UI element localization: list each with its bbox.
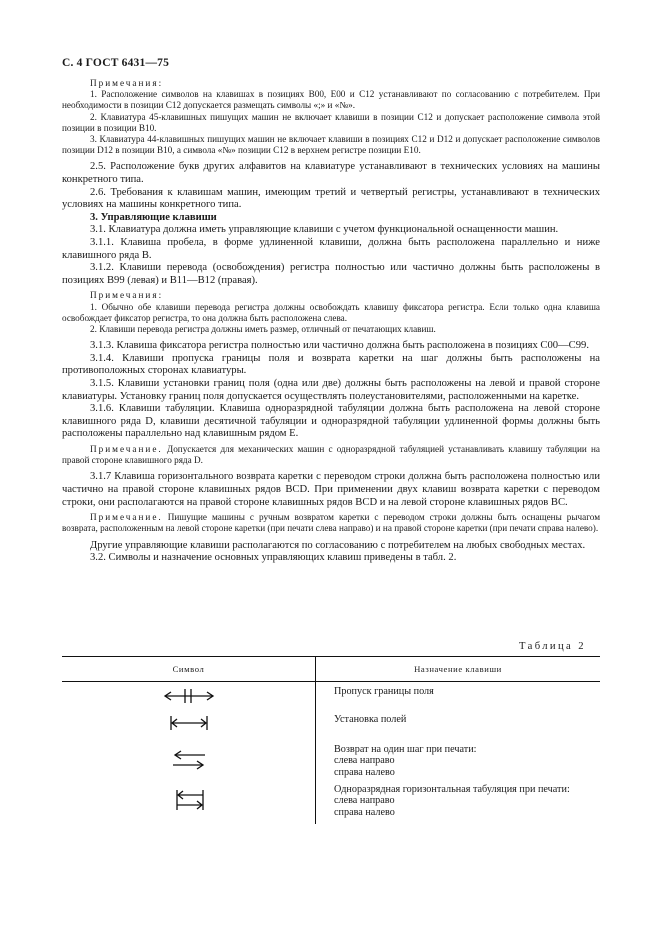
note-single <box>62 444 600 466</box>
backspace-arrows-icon <box>62 748 315 772</box>
paragraph-3-1-3: 3.1.3. Клавиша фиксатора регистра полностью или частично должна быть расположена в позициях С00—С99. <box>90 340 589 352</box>
paragraph-3-1: 3.1. Клавиатура должна иметь управляющие клавиши с учетом функциональной оснащенности машин. <box>90 224 559 236</box>
note-text: Пишущие машины с ручным возвратом каретки с переводом строки должны быть оснащены рычагом возврата, расположенным на левой стороне каретки (при печати слева направо) и на правой стороне каретки (при печати справа налево). <box>62 512 601 534</box>
paragraph-2-5: 2.5. Расположение букв других алфавитов на клавиатуре устанавливают в технических условиях на машины конкретного типа. <box>62 161 600 186</box>
row-description <box>334 784 600 818</box>
paragraph-3-1-5: 3.1.5. Клавиши установки границ поля (одна или две) должны быть расположены на левой и правой стороне клавиатуры. Установку границ поля допускается осуществлять полеустановителями, расположенными на каретке. <box>62 377 600 402</box>
paragraph-3-1-6: 3.1.6. Клавиши табуляции. Клавиша одноразрядной табуляции должна быть расположена на левой стороне клавишного ряда D, клавиши десятичной табуляции и одноразрядной табуляции удлиненной формы должны быть расположены параллельно над клавишным рядом Е. <box>62 403 600 440</box>
row-description <box>334 686 600 697</box>
note-item: 2. Клавиши перевода регистра должны иметь размер, отличный от печатающих клавиш. <box>90 323 436 334</box>
notes-heading: Примечания: <box>90 290 164 301</box>
note-label: Примечание. <box>90 443 163 454</box>
table-header-rule <box>62 681 600 682</box>
paragraph-3-1-4: 3.1.4. Клавиши пропуска границы поля и возврата каретки на шаг должны быть расположены на противоположных сторонах клавиатуры. <box>62 352 600 377</box>
note-item: 2. Клавиатура 45-клавишных пишущих машин не включает клавиши в позиции С12 и допускает расположение символа этой позиции в позиции В10. <box>62 111 600 133</box>
note-text: Допускается для механических машин с одноразрядной табуляцией устанавливать клавишу табуляции на правой стороне клавишного ряда D. <box>62 443 600 466</box>
row-line: Возврат на один шаг при печати: <box>334 744 477 755</box>
row-line: Одноразрядная горизонтальная табуляция при печати: <box>334 784 570 795</box>
page-header: С. 4 ГОСТ 6431—75 <box>62 57 170 69</box>
table-caption: Таблица 2 <box>519 641 586 652</box>
document-body <box>62 78 600 565</box>
column-header-symbol: Символ <box>172 664 205 674</box>
note-item: 1. Расположение символов на клавишах в позициях В00, Е00 и С12 устанавливают по согласованию с потребителем. При необходимости в позиции С12 допускается размещать символы «;» и «№». <box>62 89 600 111</box>
paragraph-3-2: 3.2. Символы и назначение основных управляющих клавиш приведены в табл. 2. <box>90 552 457 564</box>
row-line: Установка полей <box>334 714 407 725</box>
note-single <box>62 512 600 534</box>
column-header-purpose: Назначение клавиши <box>414 664 502 674</box>
margin-release-icon <box>62 688 315 704</box>
paragraph-3-1-2: 3.1.2. Клавиши перевода (освобождения) регистра полностью или частично должны быть расположены в позициях В99 (левая) и В11—В12 (правая). <box>62 262 600 286</box>
paragraph-3-1-1: 3.1.1. Клавиша пробела, в форме удлиненной клавиши, должна быть расположена параллельно и ниже клавишного ряда В. <box>62 236 600 261</box>
row-line: Пропуск границы поля <box>334 686 434 697</box>
paragraph-3-1-7: 3.1.7 Клавиша горизонтального возврата каретки с переводом строки должна быть расположена полностью или частично на правой стороне клавишных рядов ВСD. При применении двух клавиш возврата каретки с переводом строки, они располагаются на правой стороне клавишных рядов ВСD и на левой стороне клавишных рядов ВС. <box>62 471 600 508</box>
row-description <box>334 744 600 778</box>
paragraph-2-6: 2.6. Требования к клавишам машин, имеющим третий и четвертый регистры, устанавливают в технических условиях на машины конкретного типа. <box>62 186 600 211</box>
note-item: 1. Обычно обе клавиши перевода регистра должны освобождать клавишу фиксатора регистра. Если только одна клавиша освобождает фиксатор регистра, то она должна быть расположена слева. <box>62 301 600 323</box>
row-description <box>334 714 600 725</box>
row-line: справа налево <box>334 806 395 818</box>
paragraph-other-keys: Другие управляющие клавиши располагаются по согласованию с потребителем на любых свободных местах. <box>90 539 586 551</box>
table-column-divider <box>315 656 316 824</box>
note-label: Примечание. <box>90 512 163 523</box>
row-line: слева направо <box>334 755 395 767</box>
section-heading: 3. Управляющие клавиши <box>90 211 217 223</box>
notes-heading: Примечания: <box>90 78 164 88</box>
row-line: справа налево <box>334 766 395 778</box>
margin-set-icon <box>62 714 315 732</box>
note-item: 3. Клавиатура 44-клавишных пишущих машин не включает клавиши в позициях С12 и D12 и допускает расположение символов позиции D12 в позиции В10, а символа «№» позиции С12 в верхнем регистре позиции Е10. <box>62 134 600 156</box>
tab-arrows-icon <box>62 786 315 814</box>
row-line: слева направо <box>334 795 395 807</box>
table-top-rule <box>62 656 600 657</box>
